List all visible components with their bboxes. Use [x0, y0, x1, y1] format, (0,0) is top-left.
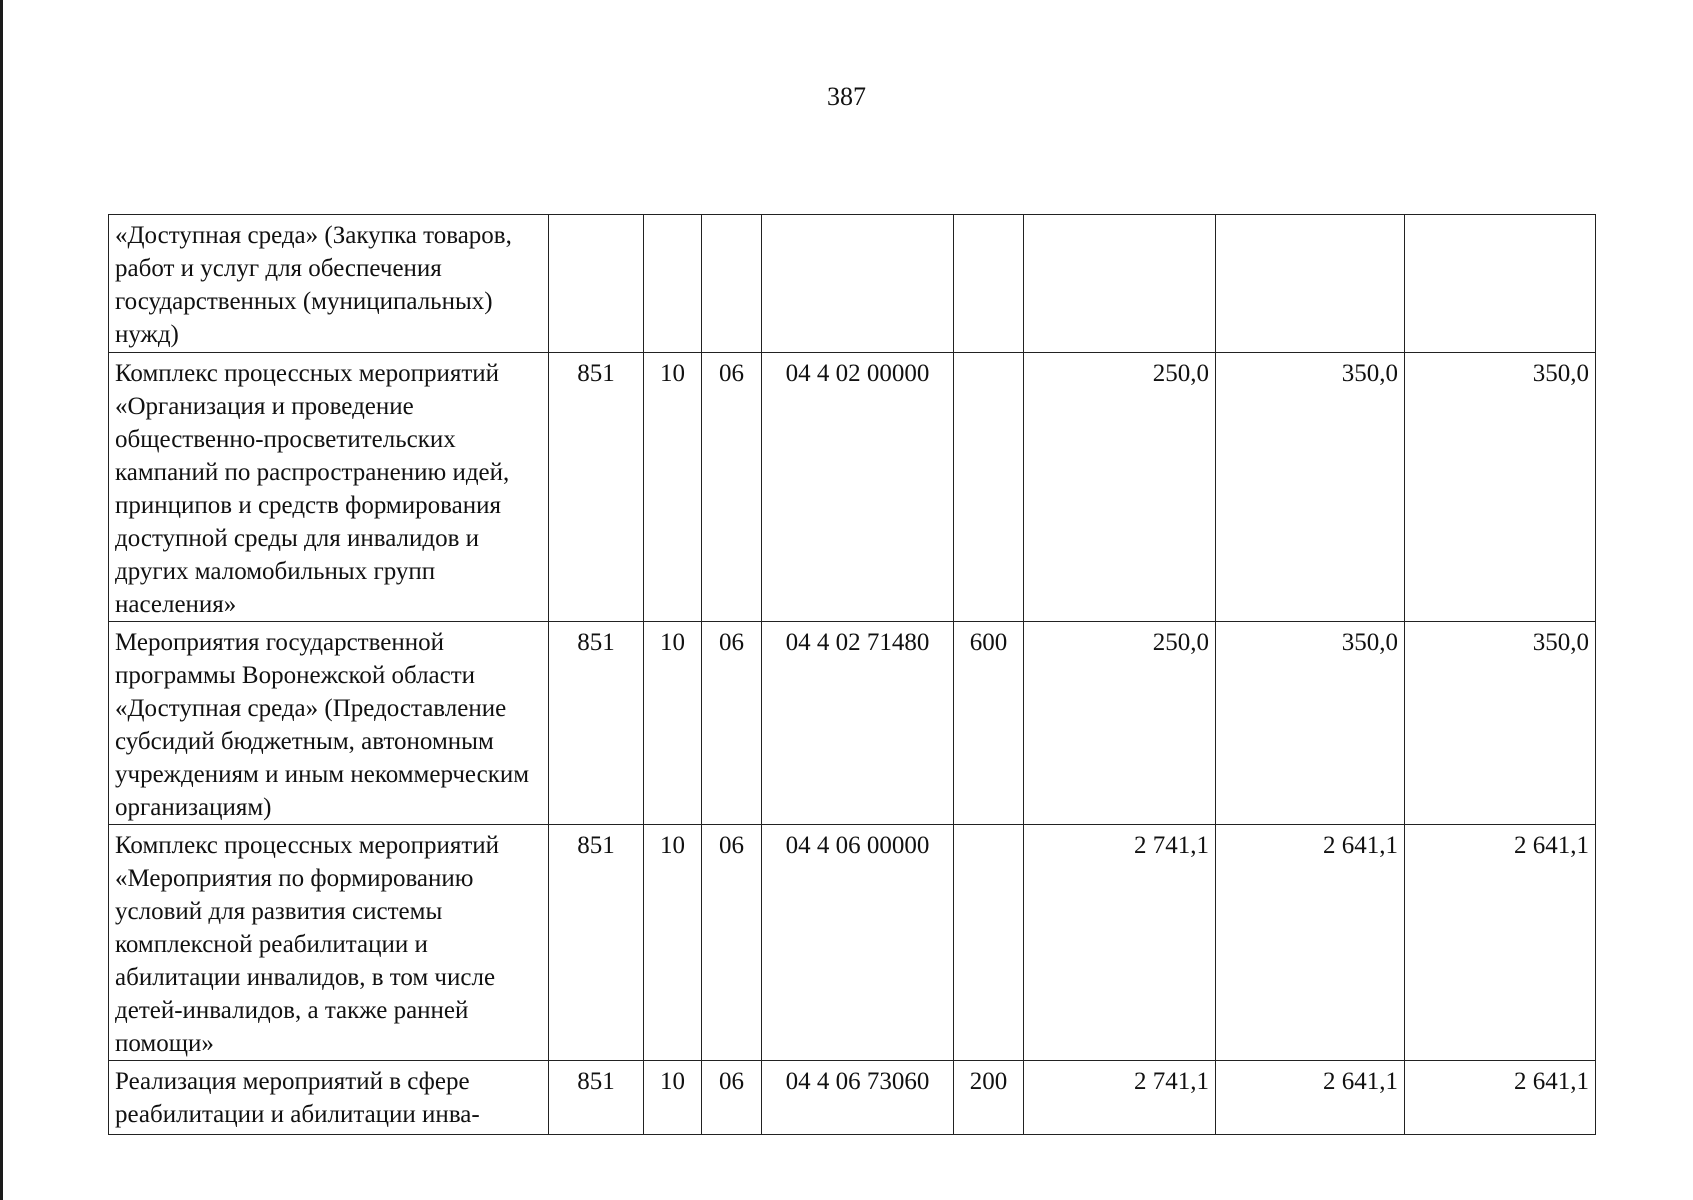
row-amount-2: 350,0: [1216, 353, 1405, 622]
row-rz-code: 10: [644, 353, 702, 622]
row-pr-code: 06: [702, 353, 762, 622]
row-csr-code: 04 4 02 71480: [762, 622, 954, 825]
row-amount-2: 2 641,1: [1216, 1061, 1405, 1135]
row-pr-code: [702, 215, 762, 353]
row-gr-code: [549, 215, 644, 353]
row-amount-3: 2 641,1: [1405, 825, 1596, 1061]
row-vr-code: [954, 215, 1024, 353]
row-amount-1: 250,0: [1024, 353, 1216, 622]
row-amount-3: [1405, 215, 1596, 353]
row-amount-2: 350,0: [1216, 622, 1405, 825]
row-vr-code: [954, 353, 1024, 622]
row-amount-2: 2 641,1: [1216, 825, 1405, 1061]
row-pr-code: 06: [702, 825, 762, 1061]
table-row: [109, 825, 1596, 1061]
row-csr-code: 04 4 02 00000: [762, 353, 954, 622]
scan-edge-line: [0, 0, 3, 1200]
row-gr-code: 851: [549, 825, 644, 1061]
row-gr-code: 851: [549, 1061, 644, 1135]
budget-table: [108, 214, 1596, 1135]
row-vr-code: 200: [954, 1061, 1024, 1135]
row-rz-code: 10: [644, 1061, 702, 1135]
page-number: 387: [827, 82, 866, 111]
row-gr-code: 851: [549, 353, 644, 622]
row-csr-code: 04 4 06 00000: [762, 825, 954, 1061]
row-description: Комплекс процессных мероприятий «Организация и проведение общественно-просветительских кампаний по распространению идей, принципов и средств формирования доступной среды для инвалидов и других маломобильных групп населения»: [109, 353, 549, 622]
row-vr-code: 600: [954, 622, 1024, 825]
row-amount-1: 2 741,1: [1024, 1061, 1216, 1135]
row-amount-2: [1216, 215, 1405, 353]
table-row: [109, 1061, 1596, 1135]
row-amount-3: 350,0: [1405, 622, 1596, 825]
row-amount-3: 350,0: [1405, 353, 1596, 622]
row-gr-code: 851: [549, 622, 644, 825]
row-rz-code: 10: [644, 825, 702, 1061]
row-description: Комплекс процессных мероприятий «Мероприятия по формированию условий для развития системы комплексной реабилитации и абилитации инвалидов, в том числе детей-инвалидов, а также ранней помощи»: [109, 825, 549, 1061]
row-csr-code: 04 4 06 73060: [762, 1061, 954, 1135]
row-amount-3: 2 641,1: [1405, 1061, 1596, 1135]
row-description: «Доступная среда» (Закупка товаров, работ и услуг для обеспечения государственных (муниципальных) нужд): [109, 215, 549, 353]
table-row: [109, 353, 1596, 622]
row-pr-code: 06: [702, 1061, 762, 1135]
row-amount-1: [1024, 215, 1216, 353]
row-amount-1: 2 741,1: [1024, 825, 1216, 1061]
row-rz-code: 10: [644, 622, 702, 825]
row-pr-code: 06: [702, 622, 762, 825]
row-description: Реализация мероприятий в сфере реабилитации и абилитации инва-: [109, 1061, 549, 1135]
row-vr-code: [954, 825, 1024, 1061]
row-amount-1: 250,0: [1024, 622, 1216, 825]
table-row: [109, 215, 1596, 353]
row-description: Мероприятия государственной программы Воронежской области «Доступная среда» (Предоставление субсидий бюджетным, автономным учреждениям и иным некоммерческим организациям): [109, 622, 549, 825]
row-csr-code: [762, 215, 954, 353]
row-rz-code: [644, 215, 702, 353]
table-row: [109, 622, 1596, 825]
